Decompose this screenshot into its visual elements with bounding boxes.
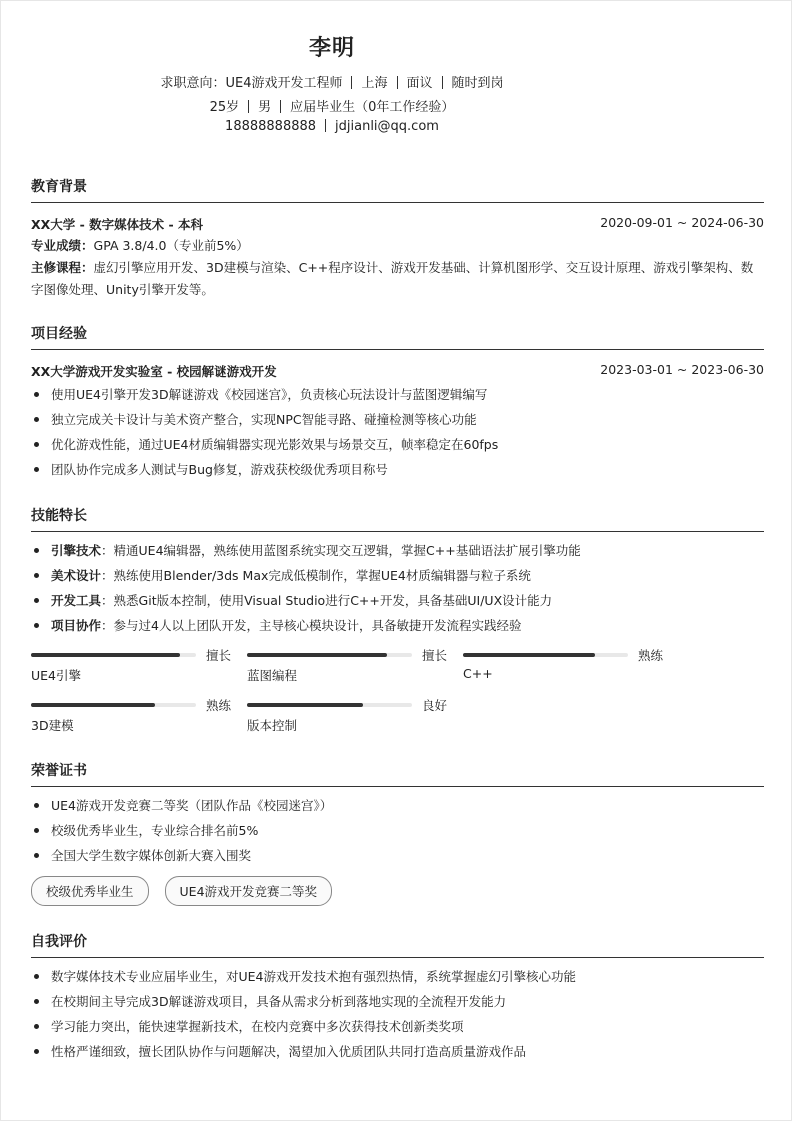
age: 25岁 [209,100,240,115]
availability: 随时到岗 [451,76,504,91]
skill-bar [247,698,447,738]
section-title: 自我评价 [31,931,764,958]
project-row [31,362,764,380]
skill-level: 熟练 [637,648,663,663]
list-item: 全国大学生数字媒体创新大赛入围奖 [31,843,764,868]
skill-name: C++ [463,666,493,681]
salary: 面议 [406,76,433,91]
experience: 应届毕业生（0年工作经验） [290,100,455,115]
contact-line [1,119,663,134]
divider [351,76,352,89]
school: XX大学 - 数字媒体技术 - 本科 [31,217,204,232]
gender: 男 [258,100,272,115]
section-title: 荣誉证书 [31,760,764,787]
skill-bar [31,648,231,688]
skill-text: 精通UE4编辑器，熟练使用蓝图系统实现交互逻辑，掌握C++基础语法扩展引擎功能 [113,543,581,558]
skill-text: 熟悉Git版本控制，使用Visual Studio进行C++开发，具备基础UI/UX设计能力 [113,593,553,608]
list-item: 团队协作完成多人测试与Bug修复，游戏获校级优秀项目称号 [31,457,764,482]
skill-label: 项目协作 [51,618,102,633]
self-bullets [31,964,764,1064]
section-title: 项目经验 [31,323,764,350]
courses-line: 主修课程：虚幻引擎应用开发、3D建模与渲染、C++程序设计、游戏开发基础、计算机图形学、交互设计原理、游戏引擎架构、数字图像处理、Unity引擎开发等。 [31,260,754,297]
section-title: 教育背景 [31,176,764,203]
list-item: 性格严谨细致，擅长团队协作与问题解决，渴望加入优质团队共同打造高质量游戏作品 [31,1039,764,1064]
skill-level: 良好 [421,698,447,713]
skill-label: 美术设计 [51,568,102,583]
divider [325,119,326,132]
courses-value: 虚幻引擎应用开发、3D建模与渲染、C++程序设计、游戏开发基础、计算机图形学、交互设计原理、游戏引擎架构、数字图像处理、Unity引擎开发等。 [31,260,754,297]
project-name: XX大学游戏开发实验室 - 校园解谜游戏开发 [31,364,277,379]
skill-level: 擅长 [421,648,447,663]
honor-tags [31,876,764,906]
phone[interactable]: 18888888888 [225,119,317,134]
skill-bar [463,648,663,688]
honor-tag: UE4游戏开发竞赛二等奖 [165,876,333,906]
project-section [31,323,764,482]
divider [442,76,443,89]
skill-label: 开发工具 [51,593,102,608]
education-row [31,215,764,233]
honors-bullets [31,793,764,868]
skill-track [31,703,196,707]
skill-fill [247,653,387,657]
list-item: 在校期间主导完成3D解谜游戏项目，具备从需求分析到落地实现的全流程开发能力 [31,989,764,1014]
skill-fill [31,703,155,707]
skill-track [247,653,412,657]
list-item: 优化游戏性能，通过UE4材质编辑器实现光影效果与场景交互，帧率稳定在60fps [31,432,764,457]
divider [248,100,249,113]
skills-bullets [31,538,764,638]
skill-track [31,653,196,657]
skill-fill [31,653,180,657]
education-section [31,176,764,301]
intent-line [1,72,663,91]
list-item: 引擎技术：精通UE4编辑器，熟练使用蓝图系统实现交互逻辑，掌握C++基础语法扩展引擎功能 [31,538,764,563]
skill-bar [31,698,231,738]
skill-name: 蓝图编程 [247,668,298,683]
skill-track [247,703,412,707]
gpa-label: 专业成绩 [31,238,82,253]
project-date: 2023-03-01 ~ 2023-06-30 [600,362,764,377]
section-title: 技能特长 [31,505,764,532]
list-item: UE4游戏开发竞赛二等奖（团队作品《校园迷宫》） [31,793,764,818]
city: 上海 [361,76,388,91]
list-item: 美术设计：熟练使用Blender/3ds Max完成低模制作，掌握UE4材质编辑器与粒子系统 [31,563,764,588]
gpa-value: GPA 3.8/4.0（专业前5%） [93,238,249,253]
email[interactable]: jdjianli@qq.com [335,119,439,134]
list-item: 校级优秀毕业生，专业综合排名前5% [31,818,764,843]
honors-section [31,760,764,906]
skill-bar [247,648,447,688]
skill-fill [247,703,363,707]
divider [280,100,281,113]
candidate-name: 李明 [308,36,355,61]
skill-text: 参与过4人以上团队开发，主导核心模块设计，具备敏捷开发流程实践经验 [113,618,522,633]
skill-bars [31,648,764,738]
education-date: 2020-09-01 ~ 2024-06-30 [600,215,764,230]
gpa-line: 专业成绩：GPA 3.8/4.0（专业前5%） [31,238,249,253]
skill-label: 引擎技术 [51,543,102,558]
skill-name: UE4引擎 [31,668,82,683]
job-intent: 求职意向：UE4游戏开发工程师 [160,76,343,91]
list-item: 项目协作：参与过4人以上团队开发，主导核心模块设计，具备敏捷开发流程实践经验 [31,613,764,638]
list-item: 学习能力突出，能快速掌握新技术，在校内竞赛中多次获得技术创新类奖项 [31,1014,764,1039]
skill-track [463,653,628,657]
self-evaluation-section [31,931,764,1064]
list-item: 开发工具：熟悉Git版本控制，使用Visual Studio进行C++开发，具备基础UI/UX设计能力 [31,588,764,613]
skill-name: 3D建模 [31,718,74,733]
skill-level: 熟练 [205,698,231,713]
list-item: 独立完成关卡设计与美术资产整合，实现NPC智能寻路、碰撞检测等核心功能 [31,407,764,432]
courses-label: 主修课程 [31,260,82,275]
skills-section [31,505,764,738]
info-line [1,96,663,115]
honor-tag: 校级优秀毕业生 [31,876,149,906]
list-item: 使用UE4引擎开发3D解谜游戏《校园迷宫》，负责核心玩法设计与蓝图逻辑编写 [31,382,764,407]
skill-name: 版本控制 [247,718,298,733]
project-bullets [31,382,764,482]
list-item: 数字媒体技术专业应届毕业生，对UE4游戏开发技术抱有强烈热情，系统掌握虚幻引擎核心功能 [31,964,764,989]
divider [397,76,398,89]
skill-fill [463,653,595,657]
skill-level: 擅长 [205,648,231,663]
skill-text: 熟练使用Blender/3ds Max完成低模制作，掌握UE4材质编辑器与粒子系统 [113,568,531,583]
